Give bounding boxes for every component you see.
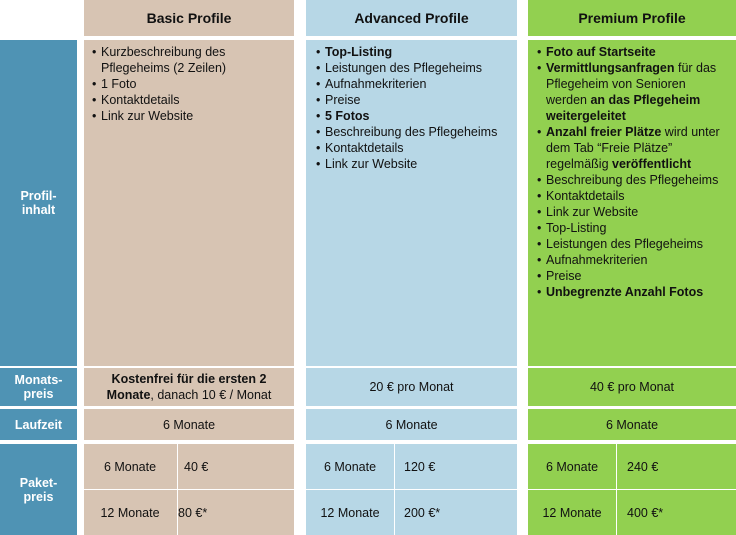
row-label-package-line1: Paket- <box>19 475 58 490</box>
list-item: • Top-Listing <box>316 44 507 60</box>
row-label-monthly-line1: Monats- <box>14 373 63 387</box>
premium-content-list-2 <box>537 60 728 124</box>
list-item: • Vermittlungsanfragen für das Pflegeheim von Senioren werden an das Pflegeheim weitergeleitet <box>537 60 728 124</box>
list-item: • Leistungen des Pflegeheims <box>316 60 507 76</box>
list-item: • Link zur Website <box>537 204 728 220</box>
list-item: • Aufnahmekriterien <box>316 76 507 92</box>
premium-content <box>528 40 736 366</box>
premium-package-6-term <box>528 444 616 489</box>
advanced-content-list-2 <box>316 124 507 172</box>
advanced-duration-text: 6 Monate <box>385 417 438 432</box>
row-label-monthly-line2: preis <box>23 387 54 401</box>
premium-monthly-price <box>528 368 736 406</box>
basic-content <box>84 40 294 366</box>
premium-content-list-3 <box>537 124 728 172</box>
header-advanced-label: Advanced Profile <box>354 10 469 26</box>
basic-package-6-term <box>84 444 176 489</box>
list-item: • 1 Foto <box>92 76 286 92</box>
basic-package-12-term <box>84 490 176 535</box>
row-label-duration-text: Laufzeit <box>14 417 63 432</box>
package-price: 40 € <box>184 459 209 474</box>
row-label-duration <box>0 409 77 440</box>
basic-monthly-price <box>84 368 294 406</box>
row-label-profile-content <box>0 40 77 366</box>
advanced-packages <box>306 444 517 535</box>
list-item: • Preise <box>316 92 507 108</box>
premium-duration-text: 6 Monate <box>605 417 659 432</box>
package-price: 80 €* <box>178 505 208 520</box>
advanced-package-6-price <box>404 444 517 489</box>
package-term: 6 Monate <box>323 459 377 474</box>
premium-package-12-price <box>627 490 736 535</box>
package-price: 200 €* <box>404 505 441 520</box>
premium-packages <box>528 444 736 535</box>
premium-duration <box>528 409 736 440</box>
header-premium <box>528 0 736 36</box>
basic-monthly-price-text: Kostenfrei für die ersten 2 Monate, danach 10 € / Monat <box>106 372 272 402</box>
advanced-package-12-term <box>306 490 394 535</box>
row-label-package-line2: preis <box>23 489 54 504</box>
list-item: • Aufnahmekriterien <box>537 252 728 268</box>
list-item: • Preise <box>537 268 728 284</box>
list-item: • Top-Listing <box>537 220 728 236</box>
advanced-package-6-term <box>306 444 394 489</box>
header-premium-label: Premium Profile <box>578 10 686 26</box>
list-item: • Foto auf Startseite <box>537 44 728 60</box>
list-item: • Beschreibung des Pflegeheims <box>316 124 507 140</box>
basic-duration <box>84 409 294 440</box>
advanced-content-list <box>316 44 507 124</box>
list-item: • Unbegrenzte Anzahl Fotos <box>537 284 728 300</box>
divider <box>528 489 736 490</box>
advanced-content <box>306 40 517 366</box>
list-item: • 5 Fotos <box>316 108 507 124</box>
premium-monthly-price-text: 40 € pro Monat <box>589 380 675 394</box>
list-item: • Kontaktdetails <box>316 140 507 156</box>
package-term: 12 Monate <box>100 505 160 520</box>
advanced-duration <box>306 409 517 440</box>
basic-package-6-price <box>184 444 294 489</box>
row-label-profile-line2: inhalt <box>21 203 56 217</box>
row-label-package-price <box>0 444 77 535</box>
advanced-monthly-price-text: 20 € pro Monat <box>369 380 454 394</box>
premium-content-list-5 <box>537 220 728 300</box>
package-price: 400 €* <box>627 505 664 520</box>
list-item: • Anzahl freier Plätze wird unter dem Tab “Freie Plätze” regelmäßig veröffentlicht <box>537 124 728 172</box>
package-term: 6 Monate <box>103 459 157 474</box>
header-basic <box>84 0 294 36</box>
premium-package-12-term <box>528 490 616 535</box>
list-item: • Link zur Website <box>316 156 507 172</box>
package-term: 6 Monate <box>545 459 599 474</box>
list-item: • Kontaktdetails <box>537 188 728 204</box>
premium-package-6-price <box>627 444 736 489</box>
list-item: • Kurzbeschreibung des Pflegeheims (2 Zeilen) <box>92 44 286 76</box>
basic-package-12-price <box>178 490 294 535</box>
advanced-package-12-price <box>404 490 517 535</box>
list-item: • Link zur Website <box>92 108 286 124</box>
header-advanced <box>306 0 517 36</box>
divider <box>306 489 517 490</box>
divider <box>84 489 294 490</box>
row-label-monthly-price <box>0 368 77 406</box>
header-basic-label: Basic Profile <box>146 10 232 26</box>
basic-duration-text: 6 Monate <box>162 417 216 432</box>
list-item: • Beschreibung des Pflegeheims <box>537 172 728 188</box>
basic-content-list <box>92 44 286 124</box>
advanced-monthly-price <box>306 368 517 406</box>
package-price: 120 € <box>404 459 436 474</box>
package-term: 12 Monate <box>320 505 380 520</box>
row-label-profile-line1: Profil- <box>20 189 57 203</box>
premium-content-list-1 <box>537 44 728 60</box>
list-item: • Kontaktdetails <box>92 92 286 108</box>
package-price: 240 € <box>627 459 659 474</box>
basic-packages <box>84 444 294 535</box>
package-term: 12 Monate <box>542 505 602 520</box>
list-item: • Leistungen des Pflegeheims <box>537 236 728 252</box>
premium-content-list-4 <box>537 172 728 220</box>
